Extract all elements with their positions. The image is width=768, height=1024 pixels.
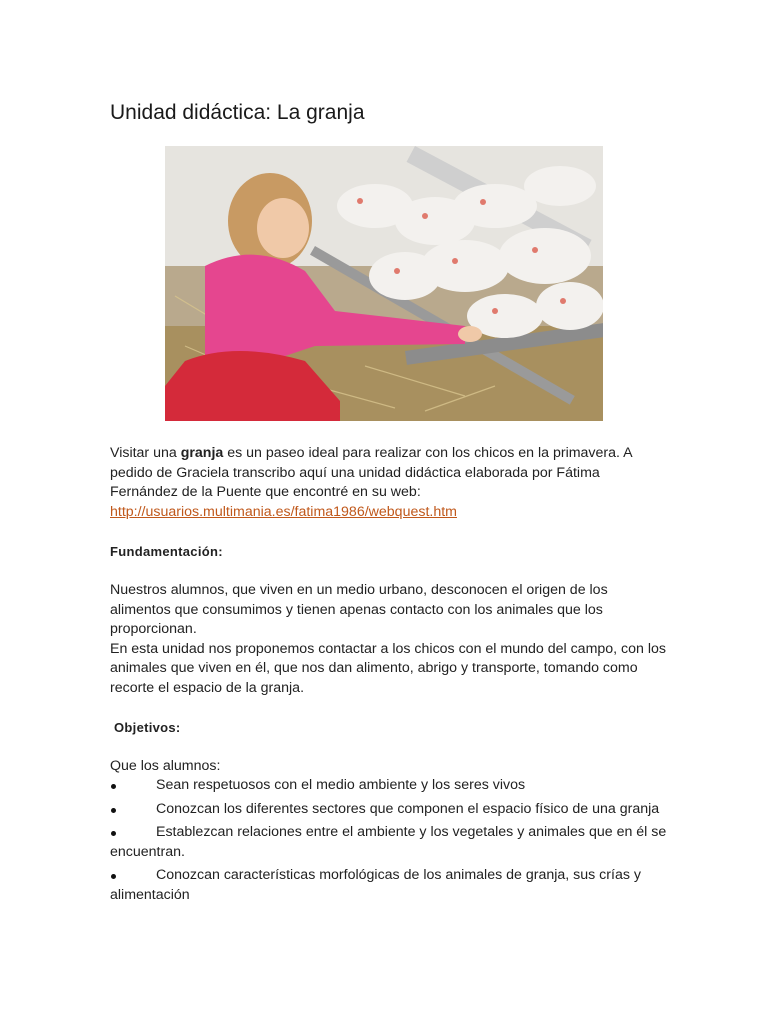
farm-photo-illustration	[165, 146, 603, 421]
objetivos-intro: Que los alumnos:	[110, 758, 221, 774]
bullet-icon	[111, 808, 116, 813]
fundamentacion-text	[110, 581, 670, 699]
list-item: Conozcan los diferentes sectores que componen el espacio físico de una granja	[110, 800, 670, 820]
objetivos-list	[110, 776, 670, 910]
list-item: Conozcan características morfológicas de los animales de granja, sus crías y alimentación	[110, 867, 641, 903]
intro-text-post: es un paseo ideal para realizar con los chicos en la primavera. A pedido de Graciela transcribo aquí una unidad didáctica elaborada por Fátima Fernández de la Puente que encontré en su web:	[110, 445, 632, 501]
list-item: Sean respetuosos con el medio ambiente y los seres vivos	[110, 776, 670, 796]
list-item: Establezcan relaciones entre el ambiente y los vegetales y animales que en él se encuentran.	[110, 824, 667, 860]
bullet-icon	[111, 831, 116, 836]
fundamentacion-paragraph-1: Nuestros alumnos, que viven en un medio urbano, desconocen el origen de los alimentos que consumimos y tienen apenas contacto con los animales que los proporcionan.	[110, 582, 608, 638]
fundamentacion-heading: Fundamentación:	[110, 544, 223, 559]
bullet-icon	[111, 874, 116, 879]
intro-text-pre: Visitar una	[110, 445, 181, 461]
intro-paragraph	[110, 444, 670, 522]
webquest-link[interactable]: http://usuarios.multimania.es/fatima1986/webquest.htm	[110, 503, 457, 520]
fundamentacion-paragraph-2: En esta unidad nos proponemos contactar a los chicos con el mundo del campo, con los animales que viven en él, que nos dan alimento, abrigo y transporte, tomando como recorte el espacio de la granja.	[110, 640, 667, 696]
objetivos-heading: Objetivos:	[114, 720, 181, 735]
bullet-icon	[111, 784, 116, 789]
intro-bold-granja: granja	[180, 445, 224, 461]
page-title: Unidad didáctica: La granja	[110, 101, 365, 124]
farm-photo	[165, 146, 603, 421]
